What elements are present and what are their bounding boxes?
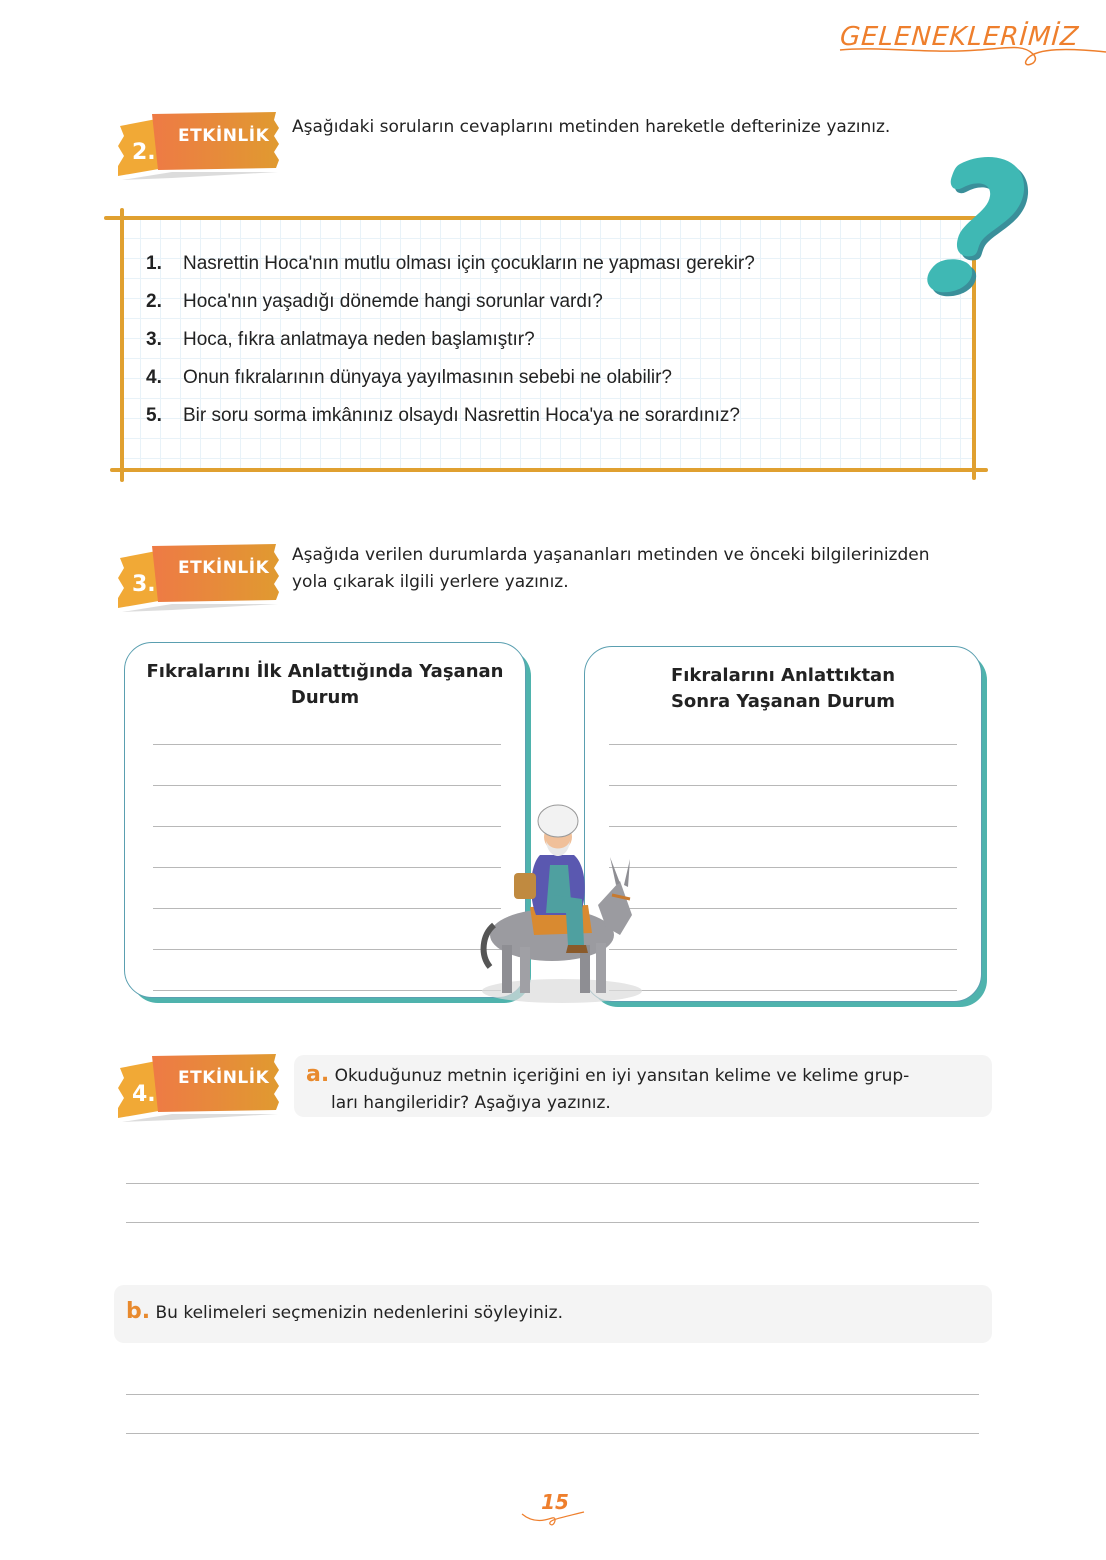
question-item: [146, 364, 755, 402]
answer-line[interactable]: [609, 826, 957, 827]
question-text: Hoca'nın yaşadığı dönemde hangi sorunlar vardı?: [183, 291, 603, 312]
frame-line: [104, 216, 984, 220]
prompt-b-text: [126, 1298, 563, 1327]
activity-label: ETKİNLİK: [178, 1068, 270, 1088]
question-number: 3.: [146, 329, 162, 350]
instruction-line: Aşağıda verilen durumlarda yaşananları metinden ve önceki bilgilerinizden: [292, 545, 930, 565]
activity3-instruction: [292, 542, 930, 596]
title-line: Sonra Yaşanan Durum: [670, 691, 896, 712]
title-line: Durum: [290, 687, 360, 708]
prompt-line: ları hangileridir? Aşağıya yazınız.: [331, 1093, 611, 1113]
question-item: [146, 250, 755, 288]
section-title: GELENEKLERİMİZ: [838, 22, 1081, 52]
title-line: Fıkralarını İlk Anlattığında Yaşanan: [146, 661, 504, 682]
question-text: Hoca, fıkra anlatmaya neden başlamıştır?: [183, 329, 535, 350]
prompt-letter: b.: [126, 1299, 151, 1324]
box-title: [125, 659, 525, 711]
activity-badge-4: [112, 1050, 282, 1130]
situation-box-first: [124, 642, 526, 998]
question-text: Nasrettin Hoca'nın mutlu olması için çocukların ne yapması gerekir?: [183, 253, 755, 274]
answer-line[interactable]: [153, 990, 501, 991]
question-item: [146, 402, 755, 440]
question-number: 4.: [146, 367, 162, 388]
question-item: [146, 326, 755, 364]
activity-badge-2: [112, 108, 282, 188]
prompt-b: [114, 1285, 992, 1343]
swash-decoration: [520, 1510, 586, 1530]
answer-line[interactable]: [126, 1433, 979, 1434]
prompt-line: Okuduğunuz metnin içeriğini en iyi yansıtan kelime ve kelime grup-: [334, 1066, 910, 1086]
hodja-donkey-illustration: [470, 795, 650, 1010]
activity2-instruction: Aşağıdaki soruların cevaplarını metinden hareketle defterinize yazınız.: [292, 117, 891, 137]
activity-label: ETKİNLİK: [178, 126, 270, 146]
page-number: 15: [541, 1490, 569, 1514]
prompt-line: Bu kelimeleri seçmenizin nedenlerini söyleyiniz.: [155, 1303, 563, 1323]
activity-label: ETKİNLİK: [178, 558, 270, 578]
answer-line[interactable]: [153, 908, 501, 909]
question-number: 2.: [146, 291, 162, 312]
question-text: Bir soru sorma imkânınız olsaydı Nasrettin Hoca'ya ne sorardınız?: [183, 405, 740, 426]
instruction-line: yola çıkarak ilgili yerlere yazınız.: [292, 572, 569, 592]
frame-line: [110, 468, 988, 472]
activity-number: 3.: [132, 572, 156, 597]
answer-line[interactable]: [609, 908, 957, 909]
answer-line[interactable]: [153, 826, 501, 827]
activity-number: 4.: [132, 1082, 156, 1107]
question-list: [146, 250, 755, 440]
answer-line[interactable]: [126, 1183, 979, 1184]
question-text: Onun fıkralarının dünyaya yayılmasının sebebi ne olabilir?: [183, 367, 672, 388]
answer-line[interactable]: [153, 949, 501, 950]
question-item: [146, 288, 755, 326]
activity-number: 2.: [132, 140, 156, 165]
swash-decoration: [838, 40, 1106, 76]
answer-line[interactable]: [609, 744, 957, 745]
answer-line[interactable]: [126, 1222, 979, 1223]
question-number: 1.: [146, 253, 162, 274]
answer-line[interactable]: [609, 785, 957, 786]
question-number: 5.: [146, 405, 162, 426]
prompt-a: [294, 1055, 992, 1117]
answer-line[interactable]: [609, 949, 957, 950]
prompt-letter: a.: [306, 1062, 330, 1087]
activity-badge-3: [112, 540, 282, 620]
prompt-a-text: [306, 1061, 909, 1117]
answer-line[interactable]: [609, 990, 957, 991]
answer-line[interactable]: [153, 744, 501, 745]
frame-line: [120, 208, 124, 482]
answer-line[interactable]: [126, 1394, 979, 1395]
title-line: Fıkralarını Anlattıktan: [670, 665, 896, 686]
box-title: [585, 663, 981, 715]
answer-line[interactable]: [153, 785, 501, 786]
answer-line[interactable]: [153, 867, 501, 868]
answer-line[interactable]: [609, 867, 957, 868]
question-mark-icon: [900, 150, 1040, 310]
